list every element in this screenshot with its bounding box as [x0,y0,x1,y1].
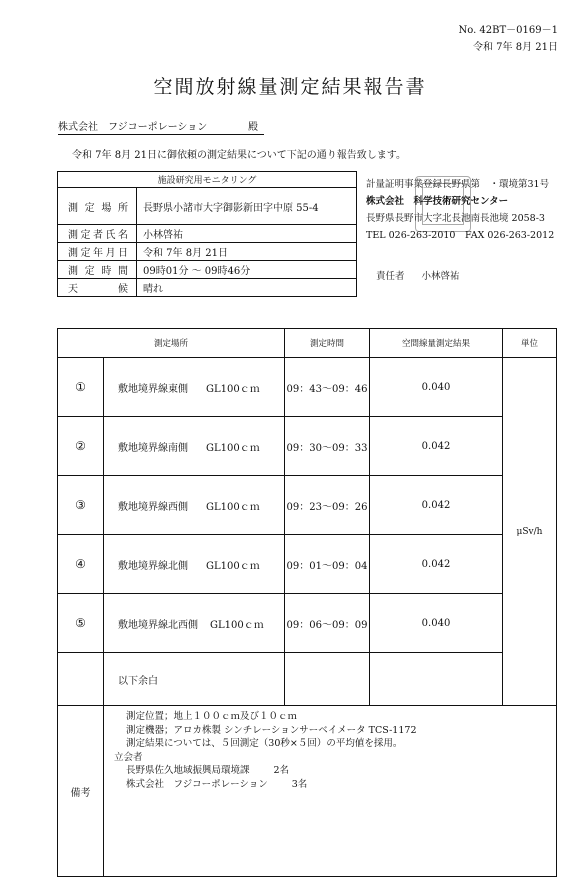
measurement-info-table [57,171,357,297]
table-row [58,594,557,653]
place-name: 敷地境界線北側 [118,560,188,572]
responsible-label: 責任者 [376,271,405,282]
row-number: ⑤ [58,594,104,653]
col-header-time: 測定時間 [285,329,370,358]
org-tel-fax: TEL 026-263-2010 FAX 026-263-2012 [366,230,555,241]
table-row [58,476,557,535]
results-header-row [58,329,557,358]
info-label: 測定年月日 [58,243,137,261]
note-line: 測定位置；地上１００ｃｍ及び１０ｃｍ [126,711,298,722]
note-line: 測定結果については、５回測定（30秒×５回）の平均値を採用。 [126,738,403,749]
info-value: 09時01分 ～ 09時46分 [137,261,357,279]
notes-content [104,706,557,877]
attendee-name: 株式会社 フジコーポレーション [126,778,268,790]
row-time: 09：06～09：09 [285,594,370,653]
place-height: GL100ｃｍ [210,619,264,631]
row-place [104,535,285,594]
col-header-unit: 単位 [503,329,557,358]
recipient [58,118,264,135]
table-row [58,358,557,417]
info-value: 令和 7年 8月 21日 [137,243,357,261]
document-number-block [458,22,558,56]
info-label: 測定者氏名 [58,225,137,243]
row-time: 09：30～09：33 [285,417,370,476]
info-row [58,188,357,225]
info-row [58,279,357,297]
place-name: 敷地境界線北西側 [118,619,198,631]
results-table [57,328,557,877]
notes-row [58,706,557,877]
attendee-line [114,764,550,778]
row-value: 0.042 [370,476,503,535]
remainder-row [58,653,557,706]
org-name: 株式会社 科学技術研究センター [366,196,509,207]
place-height: GL100ｃｍ [206,383,260,395]
unit-cell: μSv/h [503,358,557,706]
page-title: 空間放射線量測定結果報告書 [153,76,427,98]
recipient-name: 株式会社 フジコーポレーション [58,122,208,133]
row-value: 0.040 [370,358,503,417]
recipient-honorific: 殿 [248,122,258,133]
info-value: 小林啓祐 [137,225,357,243]
table-row [58,417,557,476]
notes-label: 備考 [58,706,104,877]
intro-text: 令和 7年 8月 21日に御依頼の測定結果について下記の通り報告致します。 [72,150,406,161]
info-row [58,225,357,243]
document-date: 令和 7年 8月 21日 [473,42,558,53]
info-label: 測定時間 [58,261,137,279]
remainder-text: 以下余白 [104,653,285,706]
note-line: 測定機器；アロカ株製 シンチレーションサーベイメータ TCS-1172 [126,724,417,736]
row-time: 09：23～09：26 [285,476,370,535]
row-value: 0.040 [370,594,503,653]
row-number: ④ [58,535,104,594]
row-number: ③ [58,476,104,535]
row-place [104,594,285,653]
attendee-name: 長野県佐久地域振興局環境課 [126,765,250,776]
place-height: GL100ｃｍ [206,442,260,454]
row-time: 09：43～09：46 [285,358,370,417]
info-row [58,243,357,261]
row-number: ② [58,417,104,476]
info-value: 晴れ [137,279,357,297]
info-header: 施設研究用モニタリング [58,172,357,188]
attendees-label: 立会者 [114,751,143,763]
attendee-count: 2名 [273,765,290,776]
place-height: GL100ｃｍ [206,501,260,513]
row-place [104,358,285,417]
org-registration: 計量証明事業登録長野県第 ・環境第31号 [366,179,550,190]
attendee-line [114,778,550,792]
place-height: GL100ｃｍ [206,560,260,572]
row-value: 0.042 [370,535,503,594]
row-number: ① [58,358,104,417]
attendee-count: 3名 [291,778,308,790]
row-time: 09：01～09：04 [285,535,370,594]
info-value: 長野県小諸市大字御影新田字中原 55-4 [137,188,357,225]
place-name: 敷地境界線南側 [118,442,188,454]
document-number: No. 42BT－0169－1 [458,25,558,36]
info-label: 測定場所 [58,188,137,225]
place-name: 敷地境界線西側 [118,501,188,513]
table-row [58,535,557,594]
info-label: 天候 [58,279,137,297]
row-place [104,417,285,476]
org-address: 長野県長野市大字北長池南長池境 2058-3 [366,213,545,224]
col-header-place: 測定場所 [58,329,285,358]
info-row [58,261,357,279]
responsible-name: 小林啓祐 [421,271,460,282]
row-value: 0.042 [370,417,503,476]
col-header-result: 空間線量測定結果 [370,329,503,358]
row-place [104,476,285,535]
responsible-person [376,268,460,282]
place-name: 敷地境界線東側 [118,383,188,395]
